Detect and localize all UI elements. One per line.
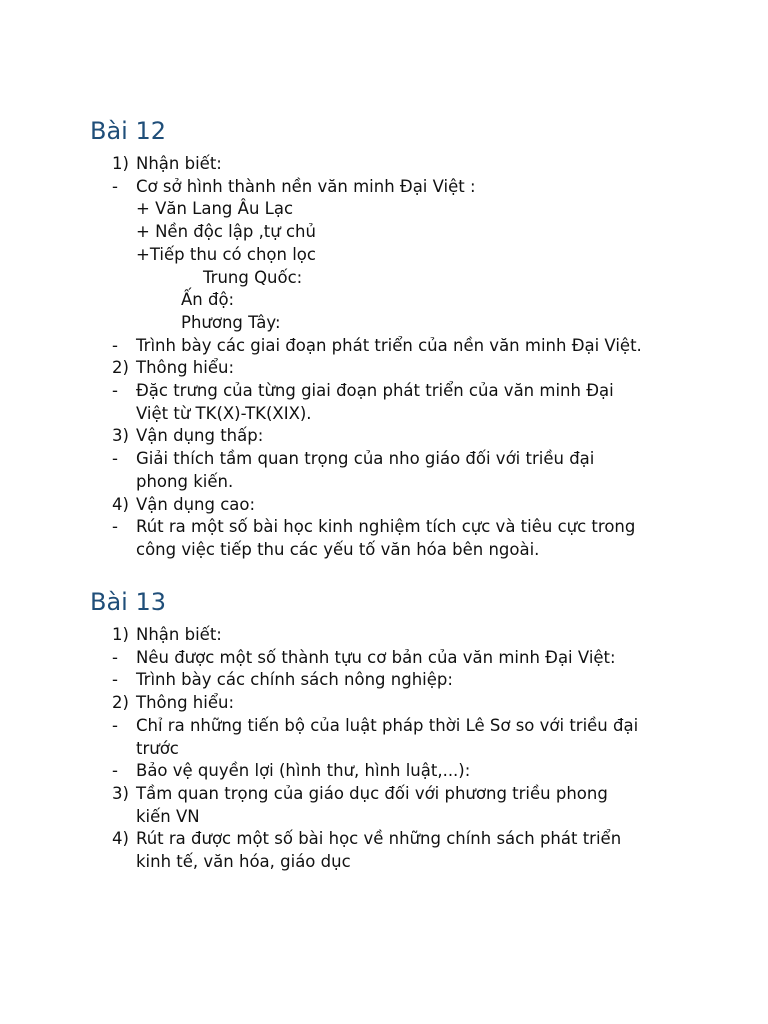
list-item-text: Bảo vệ quyền lợi (hình thư, hình luật,...): bbox=[136, 761, 471, 781]
list-marker: 2) bbox=[112, 693, 129, 713]
list-marker: 3) bbox=[112, 783, 129, 803]
list-item-text: + Nền độc lập ,tự chủ bbox=[136, 222, 316, 242]
list-item-text: Cơ sở hình thành nền văn minh Đại Việt : bbox=[136, 176, 476, 196]
list-item-text: Vận dụng cao: bbox=[136, 494, 256, 514]
list-item-text: Nhận biết: bbox=[136, 154, 222, 173]
list-marker: - bbox=[112, 449, 118, 469]
list-marker: 3) bbox=[112, 426, 129, 446]
list-item-text: Đặc trưng của từng giai đoạn phát triển của văn minh Đại bbox=[136, 381, 614, 400]
list-marker: - bbox=[112, 761, 118, 781]
list-item-text: trước bbox=[136, 738, 179, 758]
list-marker: - bbox=[112, 335, 118, 355]
list-item-text: Việt từ TK(X)-TK(XIX). bbox=[136, 403, 312, 423]
list-item-text: Ấn độ: bbox=[181, 290, 235, 310]
list-item-text: Vận dụng thấp: bbox=[136, 426, 264, 446]
list-item-text: Rút ra một số bài học kinh nghiệm tích cực và tiêu cực trong bbox=[136, 517, 636, 537]
list-marker: - bbox=[112, 647, 118, 667]
list-item-text: Giải thích tầm quan trọng của nho giáo đối với triều đại bbox=[136, 449, 595, 469]
section-heading-bai-12: Bài 12 bbox=[90, 117, 167, 145]
list-item-text: Nhận biết: bbox=[136, 625, 222, 644]
list-marker: - bbox=[112, 176, 118, 196]
list-marker: - bbox=[112, 670, 118, 690]
list-marker: 4) bbox=[112, 494, 129, 514]
list-item-text: công việc tiếp thu các yếu tố văn hóa bên ngoài. bbox=[136, 539, 540, 559]
list-marker: 2) bbox=[112, 358, 129, 378]
list-marker: 1) bbox=[112, 154, 129, 173]
list-item-text: kiến VN bbox=[136, 806, 200, 826]
list-item-text: Nêu được một số thành tựu cơ bản của văn minh Đại Việt: bbox=[136, 647, 616, 667]
section-heading-bai-13: Bài 13 bbox=[90, 588, 167, 616]
list-marker: - bbox=[112, 715, 118, 735]
list-item-text: Phương Tây: bbox=[181, 312, 281, 332]
list-item-text: Trình bày các chính sách nông nghiệp: bbox=[136, 670, 453, 690]
list-item-text: Trình bày các giai đoạn phát triển của nền văn minh Đại Việt. bbox=[136, 335, 642, 355]
list-item-text: Thông hiểu: bbox=[136, 358, 235, 378]
list-marker: 1) bbox=[112, 625, 129, 644]
list-item-text: +Tiếp thu có chọn lọc bbox=[136, 244, 316, 264]
list-marker: - bbox=[112, 517, 118, 537]
list-item-text: + Văn Lang Âu Lạc bbox=[136, 199, 294, 219]
list-item-text: Rút ra được một số bài học về những chính sách phát triển bbox=[136, 829, 622, 849]
list-item-text: Chỉ ra những tiến bộ của luật pháp thời Lê Sơ so với triều đại bbox=[136, 715, 639, 735]
list-item-text: phong kiến. bbox=[136, 471, 234, 491]
list-marker: 4) bbox=[112, 829, 129, 849]
list-item-text: Trung Quốc: bbox=[203, 267, 303, 287]
list-item-text: Thông hiểu: bbox=[136, 693, 235, 713]
list-item-text: kinh tế, văn hóa, giáo dục bbox=[136, 852, 351, 871]
list-item-text: Tầm quan trọng của giáo dục đối với phương triều phong bbox=[136, 783, 608, 803]
list-marker: - bbox=[112, 381, 118, 400]
